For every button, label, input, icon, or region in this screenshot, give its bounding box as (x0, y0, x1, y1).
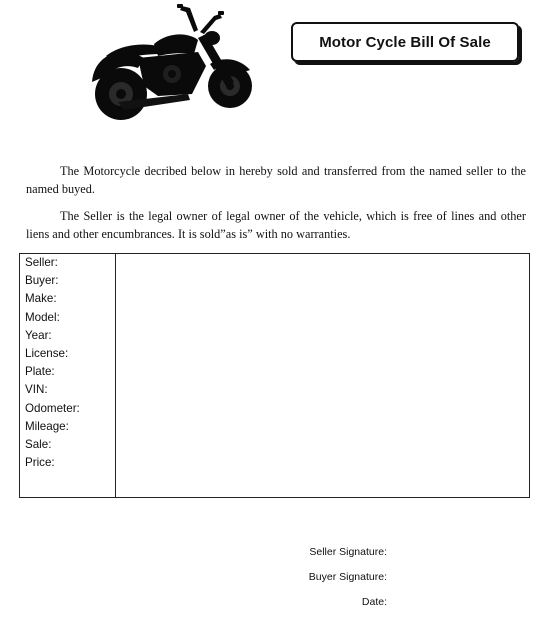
date-label: Date: (361, 596, 387, 608)
field-label-plate: Plate: (25, 365, 55, 379)
field-label-vin: VIN: (25, 383, 48, 397)
owner-paragraph: The Seller is the legal owner of legal owner of the vehicle, which is free of lines and other liens and other encumbrances. It is sold”as is” with no warranties. (26, 209, 526, 241)
field-values-column[interactable] (116, 254, 529, 497)
seller-signature-label: Seller Signature: (309, 546, 387, 558)
field-label-year: Year: (25, 328, 52, 342)
field-label-license: License: (25, 346, 69, 360)
title-box (291, 22, 519, 62)
field-label-price: Price: (25, 456, 55, 470)
field-label-model: Model: (25, 310, 60, 324)
field-label-buyer: Buyer: (25, 274, 59, 288)
field-label-make: Make: (25, 292, 57, 306)
field-label-seller: Seller: (25, 256, 58, 269)
document-title: Motor Cycle Bill Of Sale (319, 33, 491, 51)
field-label-odometer: Odometer: (25, 401, 80, 415)
vehicle-details-table (19, 253, 530, 498)
field-label-mileage: Mileage: (25, 419, 69, 433)
field-label-sale: Sale: (25, 437, 52, 451)
motorcycle-icon (88, 2, 256, 124)
field-labels-column (20, 254, 116, 497)
buyer-signature-label: Buyer Signature: (308, 571, 387, 583)
intro-paragraph: The Motorcycle decribed below in hereby sold and transferred from the named seller to the named buyed. (26, 164, 526, 196)
